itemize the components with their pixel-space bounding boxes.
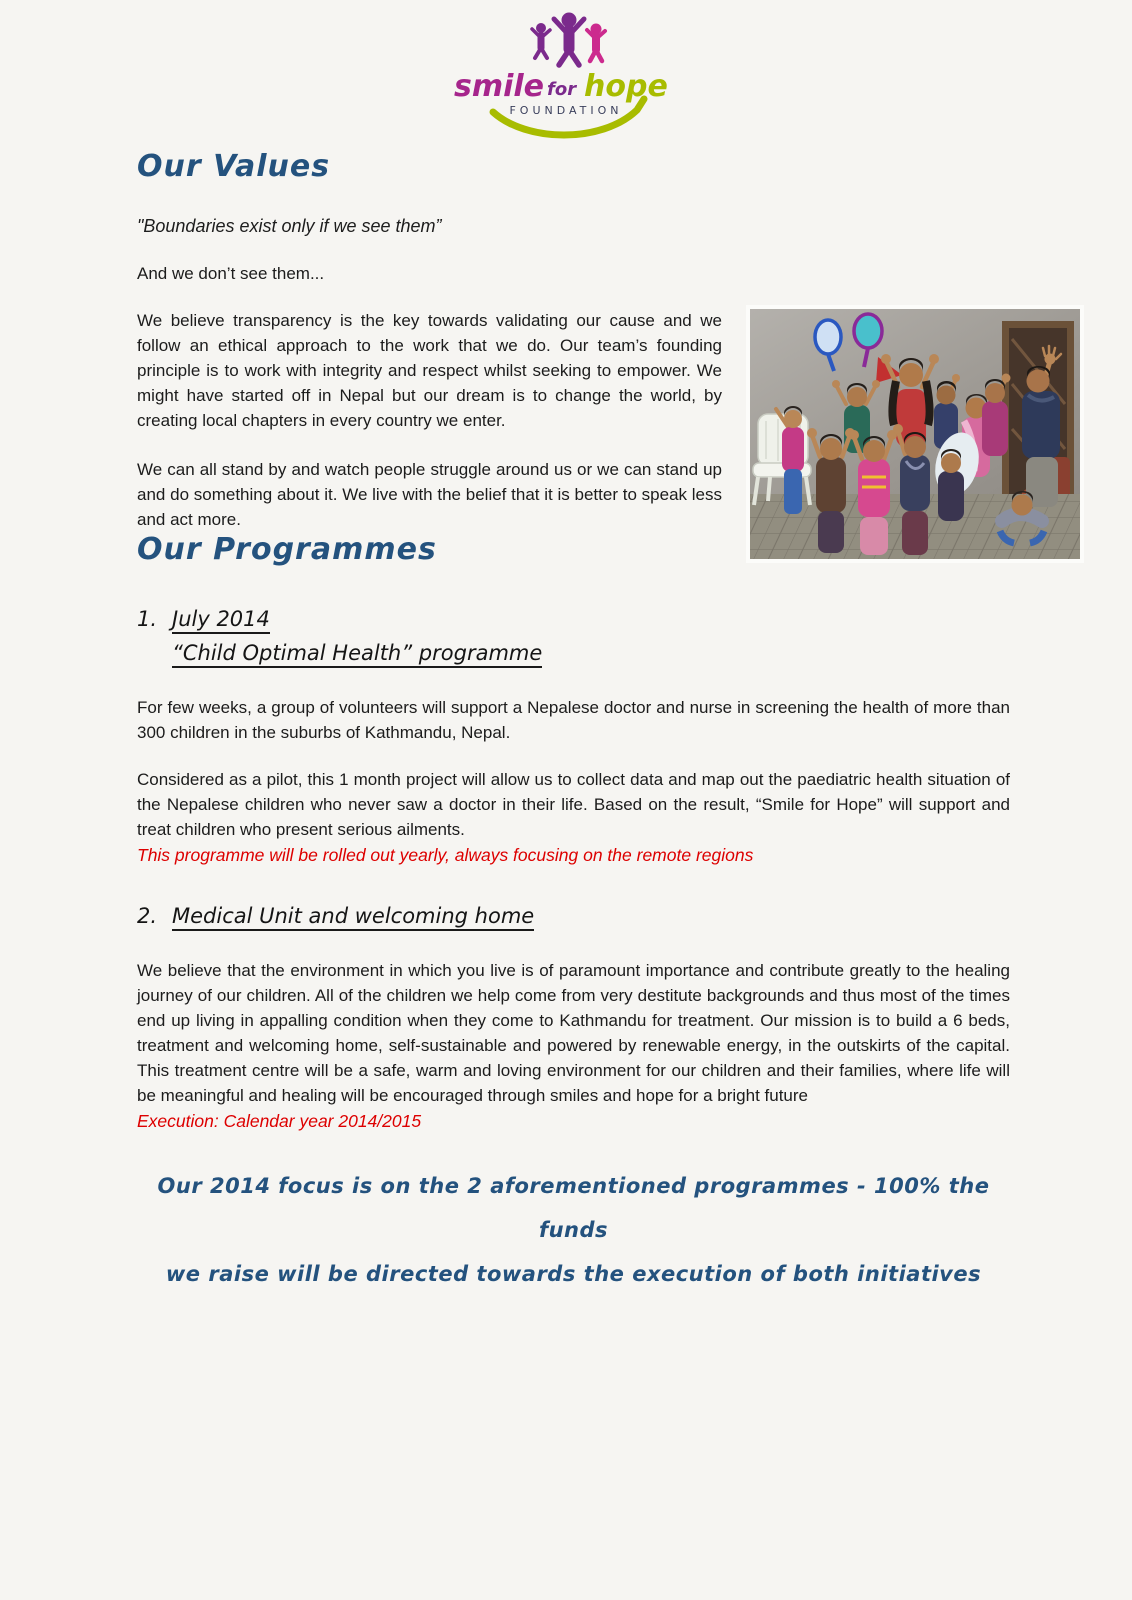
group-photo-illustration [750,309,1080,559]
logo-word-for: for [547,79,577,100]
closing-statement [137,1164,1010,1296]
programme-1-number: 1. [137,607,158,631]
values-heading: Our Values [137,149,331,184]
smile-for-hope-logo [441,12,691,144]
values-paragraph-2: We can all stand by and watch people struggle around us or we can stand up and do something about it. We live with the belief that it is better to speak less and act more. [137,460,722,529]
logo-word-smile: smile [454,69,545,104]
programme-2-number: 2. [137,904,158,928]
programme-1-subtitle: “Child Optimal Health” programme [172,641,542,668]
programme-item-1 [137,607,1010,631]
values-lead: And we don’t see them... [137,264,325,283]
programme-item-2 [137,904,1010,928]
programme-1-title: July 2014 [172,607,270,634]
logo-word-hope: hope [584,69,668,104]
logo-word-foundation: FOUNDATION [509,104,623,117]
programme-1-subtitle-row [172,641,1010,665]
values-paragraph-1: We believe transparency is the key towards validating our cause and we follow an ethical approach to the work that we do. Our team’s founding principle is to work with integrity and respect whilst seeking to empower. We might have started off in Nepal but our dream is to change the world, by creating local chapters in every country we enter. [137,311,722,430]
programme-1-paragraph-2: Considered as a pilot, this 1 month project will allow us to collect data and map out the paediatric health situation of the Nepalese children who never saw a doctor in their life. Based on the result, “Smile for Hope” will support and treat children who present serious ailments. [137,770,1010,839]
logo [0,0,1132,149]
programme-2-title: Medical Unit and welcoming home [172,904,534,931]
programme-2-note: Execution: Calendar year 2014/2015 [137,1111,422,1131]
closing-line-1: Our 2014 focus is on the 2 aforementioned programmes - 100% the funds [157,1174,990,1242]
programme-2-paragraph: We believe that the environment in which you live is of paramount importance and contribute greatly to the healing journey of our children. All of the children we help come from very destitute backgrounds and thus most of the times end up living in appalling condition when they come to Kathmandu for treatment. Our mission is to build a 6 beds, treatment and welcoming home, self-sustainable and powered by renewable energy, in the outskirts of the capital. This treatment centre will be a safe, warm and loving environment for our children and their families, where life will be meaningful and healing will be encouraged through smiles and hope for a bright future [137,961,1010,1105]
group-photo [746,305,1084,563]
closing-line-2: we raise will be directed towards the execution of both initiatives [165,1262,982,1286]
programmes-heading: Our Programmes [137,532,437,567]
programme-1-paragraph-1: For few weeks, a group of volunteers will support a Nepalese doctor and nurse in screening the health of more than 300 children in the suburbs of Kathmandu, Nepal. [137,698,1010,742]
logo-figures [532,13,605,66]
values-quote: "Boundaries exist only if we see them” [137,216,442,236]
programme-1-note: This programme will be rolled out yearly, always focusing on the remote regions [137,845,754,865]
